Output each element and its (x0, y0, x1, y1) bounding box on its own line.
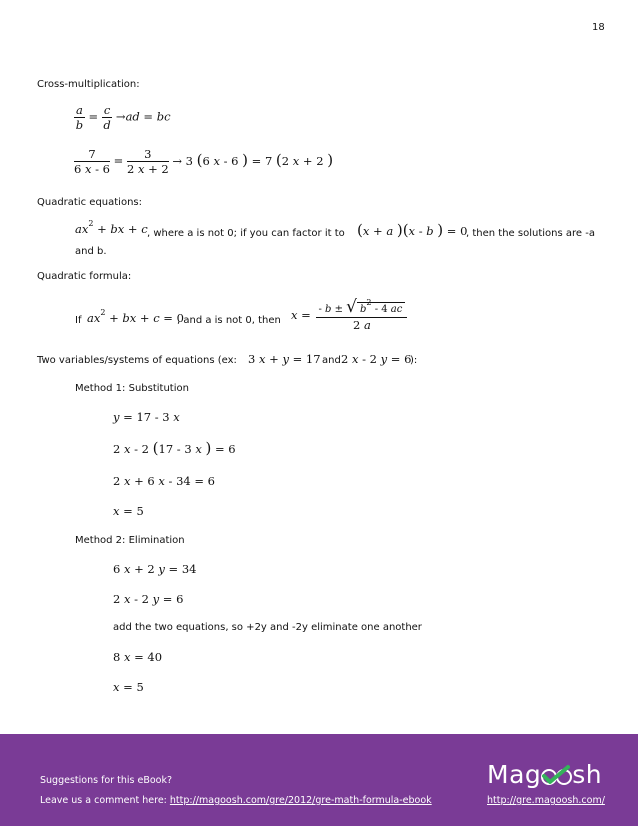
footer-comment-line (40, 795, 432, 806)
comment-link[interactable]: http://magoosh.com/gre/2012/gre-math-formula-ebook (169, 795, 432, 806)
equation-cross-mult-general: $\frac{a}{b}$ = $\frac{c}{d}$ →ad = bc (75, 103, 171, 132)
heading-method-1: Method 1: Substitution (75, 383, 189, 394)
elimination-step-3: 8 x = 40 (113, 650, 163, 664)
equation-example-2: 2 x - 2 y = 6 (341, 352, 412, 366)
site-link[interactable]: http://gre.magoosh.com/ (487, 795, 605, 806)
equation-cross-mult-example: $\frac{7}{6 x - 6}$ = $\frac{3}{2 x + 2}$ → 3 (6 x - 6 ) = 7 (2 x + 2 ) (74, 147, 334, 176)
heading-two-variables: Two variables/systems of equations (ex: (37, 355, 237, 366)
logo-checkmark-icon (541, 764, 572, 788)
quadratic-text-end2: and b. (75, 246, 107, 257)
equation-quadratic-formula: x = $\frac{- b \pm √ b^2 - 4 ac}{2 a}$ (291, 300, 407, 332)
elimination-note: add the two equations, so +2y and -2y eliminate one another (113, 622, 422, 633)
heading-method-2: Method 2: Elimination (75, 535, 185, 546)
footer-comment-prefix: Leave us a comment here: (40, 795, 167, 806)
equation-example-1: 3 x + y = 17 (248, 352, 321, 366)
logo-text-left: Mag (487, 760, 542, 789)
heading-cross-multiplication: Cross-multiplication: (37, 79, 140, 90)
equation-quadratic-zero: $ax^2$ + bx + c = 0 (87, 308, 184, 325)
equation-factored: (x + a )(x - b ) = 0 (357, 221, 468, 239)
elimination-step-1: 6 x + 2 y = 34 (113, 562, 197, 576)
formula-text-mid: , and a is not 0, then (177, 315, 281, 326)
magoosh-logo (487, 760, 602, 789)
substitution-step-4: x = 5 (113, 504, 144, 518)
heading-quadratic-formula: Quadratic formula: (37, 271, 132, 282)
equation-quadratic-general: $ax^2$ + bx + c (75, 219, 148, 236)
substitution-step-1: y = 17 - 3 x (113, 410, 180, 424)
elimination-step-2: 2 x - 2 y = 6 (113, 592, 184, 606)
substitution-step-2: 2 x - 2 (17 - 3 x ) = 6 (113, 439, 236, 457)
two-variables-and: and (322, 355, 341, 366)
two-variables-end: ): (410, 355, 418, 366)
heading-quadratic-equations: Quadratic equations: (37, 197, 142, 208)
elimination-step-4: x = 5 (113, 680, 144, 694)
footer-suggestions: Suggestions for this eBook? (40, 775, 173, 786)
logo-text-right: sh (572, 760, 603, 789)
footer-banner (0, 734, 638, 826)
quadratic-text-mid: , where a is not 0; if you can factor it to (147, 228, 345, 239)
quadratic-text-end: , then the solutions are -a (466, 228, 595, 239)
formula-if-label: If (75, 315, 82, 326)
page-number: 18 (592, 22, 605, 33)
substitution-step-3: 2 x + 6 x - 34 = 6 (113, 474, 215, 488)
